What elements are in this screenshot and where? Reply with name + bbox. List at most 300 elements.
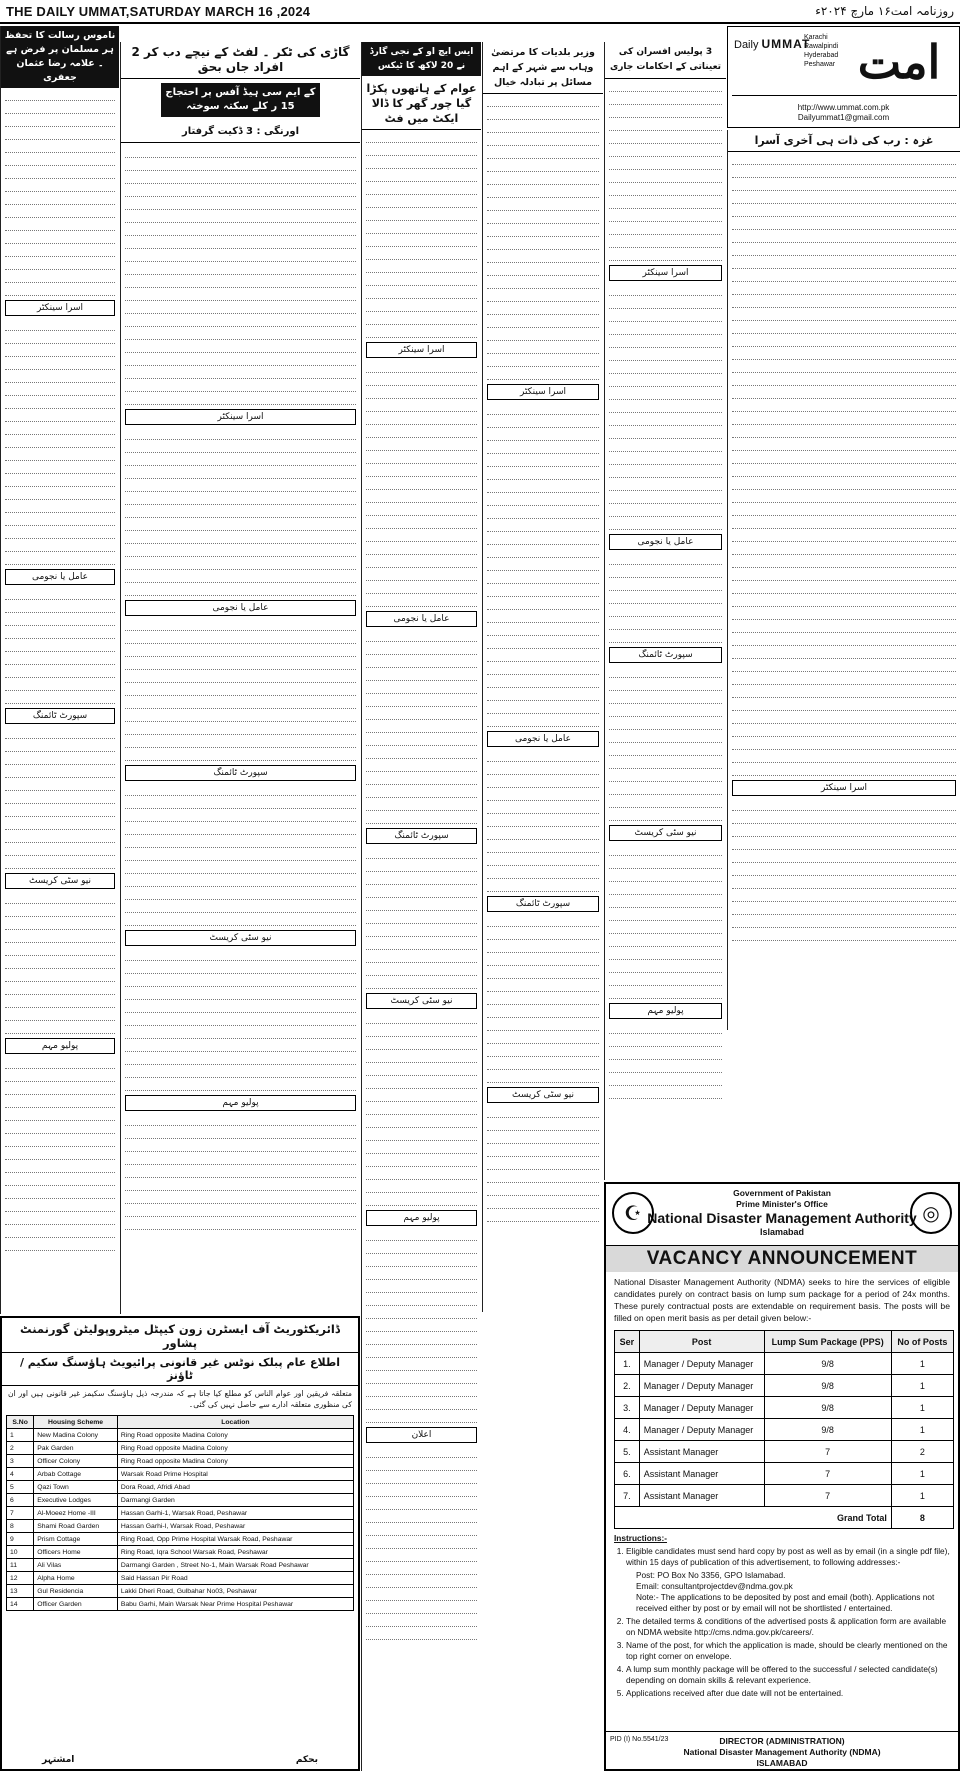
text-line bbox=[5, 1240, 115, 1251]
text-line bbox=[125, 915, 356, 926]
text-line bbox=[366, 1373, 477, 1384]
text-line bbox=[487, 1107, 599, 1118]
text-line bbox=[732, 180, 956, 191]
text-line bbox=[732, 466, 956, 477]
text-line bbox=[366, 557, 477, 568]
text-line bbox=[487, 764, 599, 775]
text-line bbox=[366, 531, 477, 542]
text-line bbox=[125, 264, 356, 275]
text-line bbox=[5, 142, 115, 153]
text-line bbox=[487, 356, 599, 367]
text-line bbox=[5, 333, 115, 344]
text-line bbox=[366, 848, 477, 859]
text-line bbox=[609, 897, 722, 908]
text-line bbox=[125, 724, 356, 735]
text-line bbox=[366, 479, 477, 490]
text-line bbox=[732, 258, 956, 269]
text-line bbox=[732, 219, 956, 230]
text-line bbox=[732, 813, 956, 824]
text-line bbox=[609, 159, 722, 170]
text-line bbox=[366, 1256, 477, 1267]
editorial-title: غزہ : رب کی ذات ہی آخری آسرا bbox=[728, 130, 960, 152]
text-line bbox=[125, 1015, 356, 1026]
protest-box: کے ایم سی ہیڈ آفس پر احتجاج 15 ر کلے سکتہ سوختہ bbox=[161, 83, 320, 117]
text-line bbox=[125, 381, 356, 392]
text-line bbox=[487, 842, 599, 853]
text-line bbox=[487, 816, 599, 827]
text-line bbox=[366, 570, 477, 581]
text-line bbox=[487, 625, 599, 636]
text-line bbox=[732, 284, 956, 295]
text-line bbox=[366, 1525, 477, 1536]
text-line bbox=[487, 716, 599, 727]
news-column-3 bbox=[482, 42, 603, 1312]
text-line bbox=[609, 185, 722, 196]
text-line bbox=[366, 1104, 477, 1115]
text-line bbox=[125, 620, 356, 631]
text-line bbox=[609, 311, 722, 322]
text-line bbox=[732, 440, 956, 451]
text-line bbox=[609, 962, 722, 973]
text-line bbox=[125, 1141, 356, 1152]
text-line bbox=[609, 211, 722, 222]
text-line bbox=[125, 442, 356, 453]
text-line bbox=[125, 1206, 356, 1217]
text-line bbox=[5, 1175, 115, 1186]
text-line bbox=[366, 275, 477, 286]
text-line bbox=[366, 1347, 477, 1358]
news-tag: عامل یا نجومی bbox=[609, 534, 722, 550]
text-line bbox=[609, 467, 722, 478]
text-line bbox=[125, 546, 356, 557]
text-line bbox=[5, 90, 115, 101]
housing-row: 12 Alpha Home Said Hassan Pir Road bbox=[7, 1572, 354, 1585]
text-line bbox=[732, 388, 956, 399]
text-line bbox=[609, 923, 722, 934]
text-line bbox=[487, 1198, 599, 1209]
text-line bbox=[609, 580, 722, 591]
text-line bbox=[366, 761, 477, 772]
text-line bbox=[487, 265, 599, 276]
text-line bbox=[5, 194, 115, 205]
text-line bbox=[487, 291, 599, 302]
text-line bbox=[732, 726, 956, 737]
text-line bbox=[732, 310, 956, 321]
housing-subtitle: اطلاع عام پبلک نوٹس غیر قانونی پرائیویٹ ہاؤسنگ سکیم / ٹاؤنز bbox=[2, 1353, 358, 1386]
text-line bbox=[732, 826, 956, 837]
text-line bbox=[125, 646, 356, 657]
text-line bbox=[609, 324, 722, 335]
text-line bbox=[732, 596, 956, 607]
text-line bbox=[609, 988, 722, 999]
vacancy-row: 5. Assistant Manager 7 2 bbox=[615, 1441, 954, 1463]
text-line bbox=[609, 706, 722, 717]
text-line bbox=[366, 1026, 477, 1037]
text-line bbox=[125, 329, 356, 340]
arrest-box: اورنگی : 3 ڈکیت گرفتار bbox=[121, 121, 360, 143]
news-tag: نیو سٹی کریسٹ bbox=[609, 825, 722, 841]
text-line bbox=[125, 303, 356, 314]
text-line bbox=[5, 233, 115, 244]
text-line bbox=[366, 375, 477, 386]
text-line bbox=[366, 670, 477, 681]
text-line bbox=[487, 560, 599, 571]
text-line bbox=[609, 797, 722, 808]
text-line bbox=[609, 1036, 722, 1047]
news-tag: سپورٹ ٹائمنگ bbox=[609, 647, 722, 663]
text-line bbox=[732, 167, 956, 178]
text-line bbox=[609, 298, 722, 309]
text-line bbox=[366, 787, 477, 798]
text-line bbox=[487, 404, 599, 415]
text-line bbox=[732, 245, 956, 256]
text-line bbox=[125, 494, 356, 505]
text-line bbox=[5, 893, 115, 904]
text-line bbox=[125, 750, 356, 761]
vacancy-row: 2. Manager / Deputy Manager 9/8 1 bbox=[615, 1375, 954, 1397]
ndma-footer: PID (I) No.5541/23 DIRECTOR (ADMINISTRATION) National Disaster Management Authority (NDMA) ISLAMABAD bbox=[606, 1731, 958, 1769]
text-line bbox=[366, 505, 477, 516]
text-line bbox=[366, 1230, 477, 1241]
text-line bbox=[366, 236, 477, 247]
text-line bbox=[609, 693, 722, 704]
text-line bbox=[487, 330, 599, 341]
text-line bbox=[5, 411, 115, 422]
text-line bbox=[366, 466, 477, 477]
text-line bbox=[487, 534, 599, 545]
text-line bbox=[125, 238, 356, 249]
text-line bbox=[125, 342, 356, 353]
text-line bbox=[366, 1616, 477, 1627]
text-line bbox=[125, 212, 356, 223]
text-line bbox=[5, 116, 115, 127]
text-line bbox=[125, 455, 356, 466]
text-line bbox=[5, 450, 115, 461]
text-line bbox=[609, 107, 722, 118]
text-line bbox=[487, 929, 599, 940]
text-line bbox=[5, 997, 115, 1008]
text-line bbox=[487, 651, 599, 662]
text-line bbox=[5, 832, 115, 843]
top-bar bbox=[0, 0, 960, 24]
text-line bbox=[487, 304, 599, 315]
housing-sign-left: بحکم bbox=[295, 1755, 318, 1765]
text-line bbox=[732, 765, 956, 776]
text-line bbox=[366, 301, 477, 312]
text-line bbox=[125, 572, 356, 583]
text-line bbox=[125, 507, 356, 518]
text-line bbox=[366, 887, 477, 898]
text-line bbox=[366, 874, 477, 885]
crime-headline: عوام کے ہاتھوں پکڑا گیا چور گھر کا ڈالا ایکٹ میں فٹ bbox=[362, 78, 481, 130]
housing-row: 2 Pak Garden Ring Road opposite Madina Colony bbox=[7, 1442, 354, 1455]
text-line bbox=[5, 502, 115, 513]
text-line bbox=[5, 272, 115, 283]
instruction-item: 5. Applications received after due date will not be entertained. bbox=[626, 1688, 950, 1699]
text-line bbox=[125, 902, 356, 913]
text-line bbox=[5, 554, 115, 565]
text-line bbox=[5, 476, 115, 487]
vacancy-intro: National Disaster Management Authority (NDMA) seeks to hire the services of eligible candidates purely on contract basis on lump sum package for a period of 24x months. These purely contractual posts are extendable on requirement basis. The posts will be filled on open merit basis as per detail given below:- bbox=[614, 1277, 950, 1323]
text-line bbox=[487, 547, 599, 558]
text-line bbox=[366, 748, 477, 759]
text-line bbox=[125, 316, 356, 327]
text-line bbox=[366, 696, 477, 707]
housing-signatures bbox=[2, 1755, 358, 1765]
instruction-item: 2. The detailed terms & conditions of the advertised posts & application form are available on NDMA website http://cms.ndma.gov.pk/careers/. bbox=[626, 1616, 950, 1638]
text-line bbox=[732, 570, 956, 581]
text-line bbox=[5, 285, 115, 296]
text-line bbox=[487, 573, 599, 584]
masthead-cities: Karachi Rawalpindi Hyderabad Peshawar bbox=[804, 34, 839, 68]
news-column-4 bbox=[361, 42, 481, 1771]
text-line bbox=[125, 698, 356, 709]
text-line bbox=[5, 780, 115, 791]
text-line bbox=[366, 1577, 477, 1588]
text-line bbox=[366, 1412, 477, 1423]
text-line bbox=[5, 602, 115, 613]
text-line bbox=[487, 1172, 599, 1183]
text-line bbox=[5, 515, 115, 526]
text-line bbox=[125, 533, 356, 544]
text-line bbox=[366, 965, 477, 976]
text-line bbox=[487, 1020, 599, 1031]
text-line bbox=[366, 401, 477, 412]
vacancy-row: 1. Manager / Deputy Manager 9/8 1 bbox=[615, 1353, 954, 1375]
text-line bbox=[125, 950, 356, 961]
text-line bbox=[487, 369, 599, 380]
text-line bbox=[366, 440, 477, 451]
paper-date: THE DAILY UMMAT,SATURDAY MARCH 16 ,2024 bbox=[6, 3, 311, 19]
text-line bbox=[125, 798, 356, 809]
news-tag: اسرا سینکٹر bbox=[5, 300, 115, 316]
text-line bbox=[609, 784, 722, 795]
text-line bbox=[732, 904, 956, 915]
text-line bbox=[125, 1067, 356, 1078]
housing-row: 8 Shami Road Garden Hassan Garhi-I, Warsak Road, Peshawar bbox=[7, 1520, 354, 1533]
text-line bbox=[732, 323, 956, 334]
text-line bbox=[609, 81, 722, 92]
text-line bbox=[732, 492, 956, 503]
text-line bbox=[5, 259, 115, 270]
text-line bbox=[487, 677, 599, 688]
text-line bbox=[609, 480, 722, 491]
text-line bbox=[487, 1033, 599, 1044]
text-line bbox=[609, 198, 722, 209]
text-line bbox=[5, 858, 115, 869]
text-line bbox=[487, 881, 599, 892]
news-column-6 bbox=[0, 26, 119, 1314]
housing-row: 7 Al-Moeez Home -III Hassan Garhi-1, Warsak Road, Peshawar bbox=[7, 1507, 354, 1520]
text-line bbox=[366, 1143, 477, 1154]
text-line bbox=[609, 606, 722, 617]
text-line bbox=[487, 122, 599, 133]
text-line bbox=[366, 709, 477, 720]
text-line bbox=[5, 398, 115, 409]
text-line bbox=[366, 249, 477, 260]
news-tag: اعلان bbox=[366, 1427, 477, 1443]
text-line bbox=[732, 635, 956, 646]
text-line bbox=[609, 172, 722, 183]
text-line bbox=[366, 197, 477, 208]
text-line bbox=[487, 148, 599, 159]
text-line bbox=[487, 1072, 599, 1083]
text-line bbox=[5, 806, 115, 817]
text-line bbox=[487, 1211, 599, 1222]
instruction-item: 3. Name of the post, for which the application is made, should be clearly mentioned on the top right corner on envelope. bbox=[626, 1640, 950, 1662]
text-line bbox=[5, 1071, 115, 1082]
text-line bbox=[5, 1110, 115, 1121]
text-line bbox=[366, 1603, 477, 1614]
text-line bbox=[366, 596, 477, 607]
news-tag: نیو سٹی کریسٹ bbox=[125, 930, 356, 946]
text-line bbox=[125, 277, 356, 288]
text-line bbox=[487, 239, 599, 250]
text-line bbox=[125, 1167, 356, 1178]
text-line bbox=[487, 1185, 599, 1196]
text-line bbox=[5, 385, 115, 396]
text-line bbox=[5, 1162, 115, 1173]
text-line bbox=[732, 700, 956, 711]
text-line bbox=[5, 958, 115, 969]
text-line bbox=[732, 349, 956, 360]
text-line bbox=[732, 505, 956, 516]
text-line bbox=[609, 454, 722, 465]
text-line bbox=[609, 350, 722, 361]
news-tag: عامل یا نجومی bbox=[125, 600, 356, 616]
text-line bbox=[366, 145, 477, 156]
text-line bbox=[487, 855, 599, 866]
text-line bbox=[366, 1091, 477, 1102]
text-line bbox=[487, 443, 599, 454]
text-line bbox=[732, 661, 956, 672]
text-line bbox=[5, 641, 115, 652]
text-line bbox=[609, 285, 722, 296]
text-line bbox=[609, 493, 722, 504]
text-line bbox=[125, 1128, 356, 1139]
text-line bbox=[366, 1195, 477, 1206]
text-line bbox=[609, 910, 722, 921]
vacancy-instructions: Instructions:- 1. Eligible candidates must send hard copy by post as well as by email (in a single pdf file), within 15 days of publication of this advertisement, to following addresses:- Post: PO Box No 3356, GPO Islamabad. Email: consultantprojectdev@ndma.gov.pk Note:- The applications to be deposited by post and email (both). Applications not received either by post or by email will not be shortlisted / entertained. 2. The detailed terms & conditions of the advertised posts & application form are available on NDMA website http://cms.ndma.gov.pk/careers/. 3. Name of the post, for which the application is made, should be clearly mentioned on the top right corner on envelope. 4. A lump sum monthly package will be offered to the successful / selected candidate(s) depending on domain skills & relevant experience. 5. Applications received after due date will not be entertained. bbox=[606, 1529, 958, 1705]
text-line bbox=[609, 936, 722, 947]
news-tag: سپورٹ ٹائمنگ bbox=[487, 896, 599, 912]
news-tag: اسرا سینکٹر bbox=[487, 384, 599, 400]
text-line bbox=[5, 728, 115, 739]
text-line bbox=[5, 1136, 115, 1147]
text-line bbox=[732, 891, 956, 902]
masthead bbox=[727, 26, 960, 128]
news-tag: اسرا سینکٹر bbox=[125, 409, 356, 425]
text-line bbox=[487, 586, 599, 597]
text-line bbox=[366, 544, 477, 555]
text-line bbox=[732, 752, 956, 763]
text-line bbox=[609, 389, 722, 400]
text-line bbox=[366, 1052, 477, 1063]
text-line bbox=[125, 1193, 356, 1204]
text-line bbox=[366, 952, 477, 963]
text-line bbox=[732, 648, 956, 659]
text-line bbox=[5, 615, 115, 626]
text-line bbox=[609, 1049, 722, 1060]
text-line bbox=[125, 429, 356, 440]
text-line bbox=[366, 1334, 477, 1345]
news-tag: پولیو مہم bbox=[125, 1095, 356, 1111]
text-line bbox=[609, 415, 722, 426]
text-line bbox=[487, 638, 599, 649]
news-tag: اسرا سینکٹر bbox=[609, 265, 722, 281]
text-line bbox=[609, 146, 722, 157]
text-line bbox=[125, 1080, 356, 1091]
text-line bbox=[487, 174, 599, 185]
housing-row: 14 Officer Garden Babu Garhi, Main Warsak Near Prime Hospital Peshawar bbox=[7, 1598, 354, 1611]
text-line bbox=[5, 1149, 115, 1160]
text-line bbox=[5, 1010, 115, 1021]
text-line bbox=[366, 1182, 477, 1193]
news-tag: پولیو مہم bbox=[366, 1210, 477, 1226]
text-line bbox=[125, 186, 356, 197]
text-line bbox=[609, 120, 722, 131]
housing-row: 11 Ali Vilas Darmangi Garden , Street No-1, Main Warsak Road Peshawar bbox=[7, 1559, 354, 1572]
text-line bbox=[487, 161, 599, 172]
text-line bbox=[366, 262, 477, 273]
text-line bbox=[366, 644, 477, 655]
housing-row: 1 New Madina Colony Ring Road opposite Madina Colony bbox=[7, 1429, 354, 1442]
text-line bbox=[487, 1007, 599, 1018]
housing-row: 6 Executive Lodges Darmangi Garden bbox=[7, 1494, 354, 1507]
text-line bbox=[366, 657, 477, 668]
text-line bbox=[5, 654, 115, 665]
text-line bbox=[366, 1399, 477, 1410]
text-line bbox=[609, 810, 722, 821]
text-line bbox=[125, 850, 356, 861]
text-line bbox=[125, 355, 356, 366]
text-line bbox=[125, 711, 356, 722]
text-line bbox=[125, 863, 356, 874]
news-tag: سپورٹ ٹائمنگ bbox=[125, 765, 356, 781]
text-line bbox=[5, 971, 115, 982]
text-line bbox=[5, 1058, 115, 1069]
text-line bbox=[125, 659, 356, 670]
vacancy-row: 4. Manager / Deputy Manager 9/8 1 bbox=[615, 1419, 954, 1441]
text-line bbox=[487, 664, 599, 675]
text-line bbox=[125, 481, 356, 492]
text-line bbox=[366, 1078, 477, 1089]
text-line bbox=[125, 989, 356, 1000]
text-line bbox=[366, 978, 477, 989]
text-line bbox=[5, 845, 115, 856]
text-line bbox=[366, 1538, 477, 1549]
text-line bbox=[609, 94, 722, 105]
text-line bbox=[609, 1023, 722, 1034]
masthead-logo: امت bbox=[857, 35, 941, 89]
text-line bbox=[732, 609, 956, 620]
text-line bbox=[366, 1447, 477, 1458]
text-line bbox=[125, 1219, 356, 1230]
text-line bbox=[487, 599, 599, 610]
text-line bbox=[609, 1075, 722, 1086]
ndma-city: Islamabad bbox=[759, 1227, 805, 1237]
text-line bbox=[609, 250, 722, 261]
text-line bbox=[609, 975, 722, 986]
text-line bbox=[732, 622, 956, 633]
news-tag: عامل یا نجومی bbox=[487, 731, 599, 747]
text-line bbox=[487, 829, 599, 840]
text-line bbox=[732, 531, 956, 542]
text-line bbox=[487, 777, 599, 788]
text-line bbox=[366, 813, 477, 824]
ndma-vacancy-ad bbox=[604, 1182, 960, 1771]
text-line bbox=[732, 713, 956, 724]
